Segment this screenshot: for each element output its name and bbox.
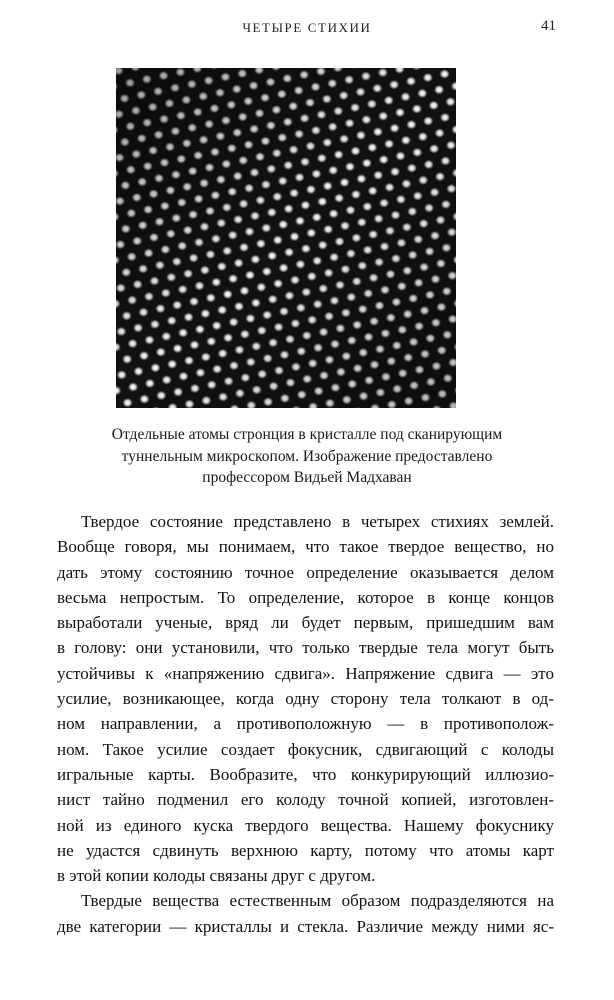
text-line: ном. Такое усилие создает фокусник, сдвигающий с колоды — [57, 739, 554, 759]
text-line: усилие, возникающее, когда одну сторону тела толкают в од- — [57, 689, 554, 709]
text-line: игральные карты. Вообразите, что конкурирующий иллюзио- — [57, 764, 554, 784]
caption-line: туннельным микроскопом. Изображение предоставлено — [121, 447, 493, 465]
text-line: нист тайно подменил его колоду точной копией, изготовлен- — [57, 790, 554, 810]
paragraph-2 — [57, 888, 554, 939]
text-line: дать этому состоянию точное определение оказывается делом — [57, 562, 554, 582]
text-line: ном направлении, а противоположную — в противополож- — [57, 714, 554, 734]
text-line: устойчивы к «напряжению сдвига». Напряжение сдвига — это — [57, 663, 554, 683]
atom-lattice-image — [116, 68, 456, 408]
text-line: ной из единого куска твердого вещества. Нашему фокуснику — [57, 815, 554, 835]
text-line: не удастся сдвинуть верхнюю карту, потому что атомы карт — [57, 840, 554, 860]
caption-line: Отдельные атомы стронция в кристалле под сканирующим — [111, 426, 503, 443]
text-line: две категории — кристаллы и стекла. Различие между ними яс- — [57, 916, 554, 936]
text-line: весьма непростым. То определение, которое в конце концов — [57, 587, 554, 607]
page-number: 41 — [541, 18, 556, 34]
running-head: ЧЕТЫРЕ СТИХИИ — [242, 20, 372, 35]
text-line: Твердые вещества естественным образом подразделяются на — [81, 891, 554, 911]
text-line: в голову: они установили, что только твердые тела могут быть — [57, 638, 554, 658]
body-text — [57, 509, 554, 939]
text-line: Вообще говоря, мы понимаем, что такое твердое вещество, но — [57, 537, 554, 557]
paragraph-1 — [57, 509, 554, 888]
text-line: Твердое состояние представлено в четырех стихиях землей. — [81, 512, 554, 531]
text-line: в этой копии колоды связаны друг с другом. — [57, 866, 376, 886]
caption-line: профессором Видьей Мадхаван — [202, 469, 412, 486]
stm-image — [116, 68, 456, 408]
text-line: выработали ученые, вряд ли будет первым, пришедшим вам — [57, 613, 554, 633]
figure-caption — [40, 424, 574, 489]
